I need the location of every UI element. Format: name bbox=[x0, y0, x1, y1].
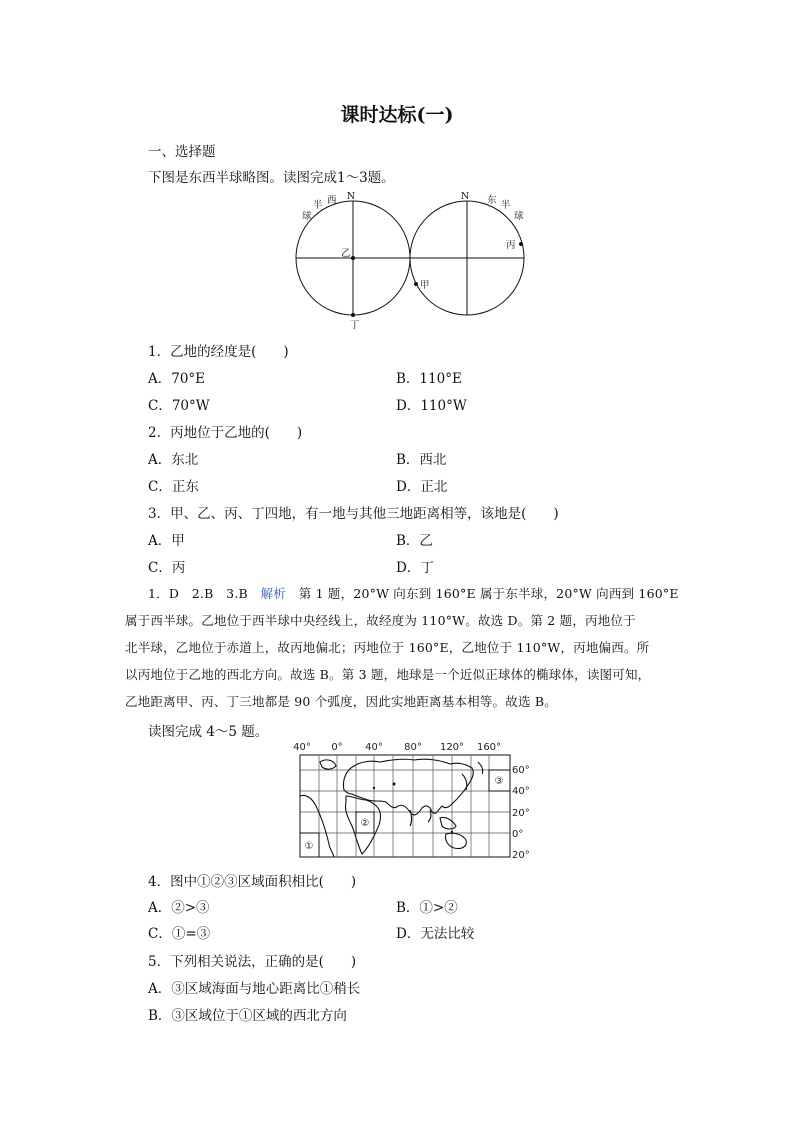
map-top-label-80e: 80° bbox=[404, 742, 422, 753]
map-right-label-60: 60° bbox=[512, 765, 530, 776]
north-label-east: N bbox=[460, 191, 470, 202]
label-jia: 甲 bbox=[420, 280, 430, 291]
q2-option-c: C．正东 bbox=[148, 479, 199, 495]
label-yi: 乙 bbox=[341, 248, 351, 259]
region-3-label: ③ bbox=[494, 776, 504, 787]
region-1-label: ① bbox=[304, 841, 314, 852]
hemispheres-figure bbox=[280, 188, 540, 333]
map-right-label-20n: 20° bbox=[512, 808, 530, 819]
east-label-char-2: 半 bbox=[501, 200, 511, 211]
q2-option-a: A．东北 bbox=[148, 452, 199, 468]
map-top-label-40w: 40° bbox=[293, 742, 311, 753]
answer-line-2: 属于西半球。乙地位于西半球中央经线上，故经度为 110°W。故选 D。第 2 题，丙地位于 bbox=[125, 613, 636, 628]
q3-option-a: A．甲 bbox=[148, 533, 185, 549]
q3-option-d: D．丁 bbox=[396, 560, 434, 576]
label-bing: 丙 bbox=[506, 240, 516, 251]
q2-stem: 2．丙地位于乙地的( ) bbox=[148, 425, 303, 441]
q4-option-b: B．①>② bbox=[396, 900, 458, 916]
map-right-label-0: 0° bbox=[512, 829, 524, 840]
west-label-char-2: 半 bbox=[313, 200, 323, 211]
map-right-label-20s: 20° bbox=[512, 850, 530, 861]
page-title: 课时达标(一) bbox=[340, 104, 454, 126]
q4-stem: 4．图中①②③区域面积相比( ) bbox=[148, 874, 357, 890]
q3-option-c: C．丙 bbox=[148, 560, 186, 576]
q4-option-a: A．②>③ bbox=[148, 900, 210, 916]
section-heading: 一、选择题 bbox=[148, 144, 216, 160]
world-grid-map bbox=[290, 740, 530, 862]
label-ding: 丁 bbox=[350, 320, 360, 331]
q3-stem: 3．甲、乙、丙、丁四地，有一地与其他三地距离相等，该地是( ) bbox=[148, 506, 559, 522]
q1-stem: 1．乙地的经度是( ) bbox=[148, 344, 289, 360]
q5-option-a: A．③区域海面与地心距离比①稍长 bbox=[148, 981, 361, 997]
map-top-label-160e: 160° bbox=[476, 742, 502, 753]
east-label-char-3: 球 bbox=[514, 211, 524, 222]
map-top-label-120e: 120° bbox=[439, 742, 465, 753]
q2-option-d: D．正北 bbox=[396, 479, 448, 495]
map-right-label-40: 40° bbox=[512, 786, 530, 797]
q1-option-b: B．110°E bbox=[396, 371, 462, 387]
q1-option-a: A．70°E bbox=[148, 371, 206, 387]
west-label-char-1: 球 bbox=[302, 211, 312, 222]
north-label-west: N bbox=[346, 191, 356, 202]
map-top-label-40e: 40° bbox=[365, 742, 383, 753]
answer-line-3: 北半球，乙地位于赤道上，故丙地偏北；丙地位于 160°E，乙地位于 110°W，丙地偏西。所 bbox=[125, 640, 650, 655]
point-yi bbox=[351, 256, 355, 260]
q4-option-d: D．无法比较 bbox=[396, 926, 475, 942]
region-2-label: ② bbox=[360, 818, 370, 829]
west-label-char-3: 西 bbox=[327, 195, 337, 206]
point-jia bbox=[414, 282, 418, 286]
q4-option-c: C．①=③ bbox=[148, 926, 211, 942]
east-label-char-1: 东 bbox=[487, 195, 497, 206]
q3-option-b: B．乙 bbox=[396, 533, 433, 549]
q1-option-c: C．70°W bbox=[148, 398, 210, 414]
answer-keyword: 解析 bbox=[260, 586, 287, 601]
intro-text-1: 下图是东西半球略图。读图完成1～3题。 bbox=[148, 170, 395, 186]
intro-text-2: 读图完成 4～5 题。 bbox=[148, 724, 269, 740]
q5-stem: 5．下列相关说法，正确的是( ) bbox=[148, 954, 357, 970]
answer-line-4: 以丙地位于乙地的西北方向。故选 B。第 3 题，地球是一个近似正球体的椭球体，读图可知， bbox=[125, 667, 651, 682]
q5-option-b: B．③区域位于①区域的西北方向 bbox=[148, 1008, 347, 1024]
point-bing bbox=[519, 242, 523, 246]
answer-head: 1．D 2.B 3.B bbox=[148, 586, 261, 601]
map-top-label-0: 0° bbox=[331, 742, 343, 753]
answer-line-1 bbox=[148, 584, 679, 602]
answer-text-1: 第 1 题，20°W 向东到 160°E 属于东半球，20°W 向西到 160°E bbox=[286, 586, 679, 601]
q1-option-d: D．110°W bbox=[396, 398, 467, 414]
point-ding bbox=[351, 313, 355, 317]
answer-line-5: 乙地距离甲、丙、丁三地都是 90 个弧度，因此实地距离基本相等。故选 B。 bbox=[125, 694, 557, 709]
q2-option-b: B．西北 bbox=[396, 452, 447, 468]
